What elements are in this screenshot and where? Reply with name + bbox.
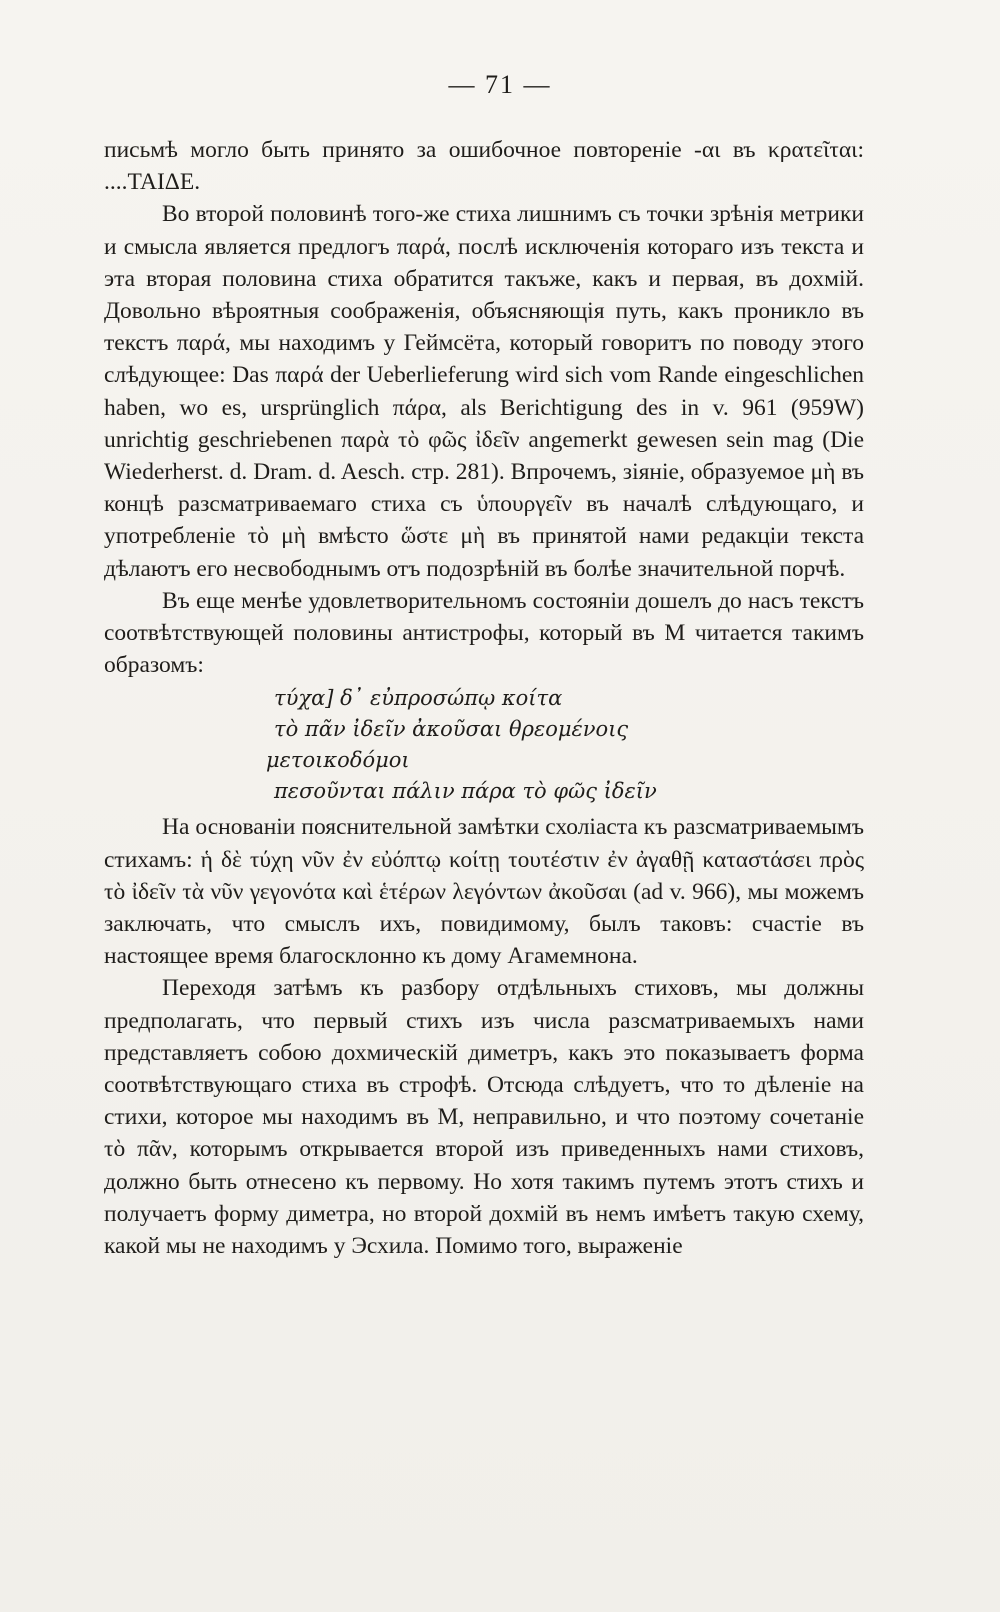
verse-line: μετοικοδόμοι bbox=[266, 748, 410, 773]
paragraph: Во второй половинѣ того-же стиха лишнимъ съ точки зрѣнія метрики и смысла является предлогъ παρά, послѣ исключенія котораго изъ текста и эта вторая половина стиха обратится такъже, какъ и первая, въ дохмій. Довольно вѣроятныя соображенія, объясняющія путь, какъ проникло въ текстъ παρά, мы находимъ у Геймсёта, который говоритъ по поводу этого слѣдующее: Das παρά der Ueberlieferung wird sich vom Rande eingeschlichen haben, wo es, ursprünglich πάρα, als Berichtigung des in v. 961 (959W) unrichtig geschriebenen παρὰ τὸ φῶς ἰδεῖν angemerkt gewesen sein mag (Die Wiederherst. d. Dram. d. Aesch. стр. 281). Впрочемъ, зіяніе, образуемое μὴ въ концѣ разсматриваемаго стиха съ ὑπουργεῖν въ началѣ слѣдующаго, и употребленіе τὸ μὴ вмѣсто ὥστε μὴ въ принятой нами редакціи текста дѣлаютъ его несвободнымъ отъ подозрѣній въ болѣе значительной порчѣ. bbox=[104, 201, 864, 582]
paragraph: Въ еще менѣе удовлетворительномъ состояніи дошелъ до насъ текстъ соотвѣтствующей половины антистрофы, который въ М читается такимъ образомъ: bbox=[104, 587, 864, 679]
paragraph: Переходя затѣмъ къ разбору отдѣльныхъ стиховъ, мы должны предполагать, что первый стихъ изъ числа разсматриваемыхъ нами представляетъ собою дохмическій диметръ, какъ это показываетъ форма соотвѣтствующаго стиха въ строфѣ. Отсюда слѣдуетъ, что то дѣленіе на стихи, которое мы находимъ въ М, неправильно, и что поэтому сочетаніе τὸ πᾶν, которымъ открывается второй изъ приведенныхъ нами стиховъ, должно быть отнесено къ первому. Но хотя такимъ путемъ этотъ стихъ и получаетъ форму диметра, но второй дохмій въ немъ имѣетъ такую схему, какой мы не находимъ у Эсхила. Помимо того, выраженіе bbox=[104, 975, 864, 1260]
verse-line: τύχα] δ᾽ εὐπροσώπῳ κοίτα bbox=[274, 686, 563, 711]
paragraph-continuation: письмѣ могло быть принято за ошибочное повтореніе -αι въ κρατεῖται: ....ΤΑΙΔΕ. bbox=[104, 137, 864, 196]
paragraph: На основаніи пояснительной замѣтки схоліаста къ разсматриваемымъ стихамъ: ἡ δὲ τύχη νῦν ἐν εὐόπτῳ κοίτῃ τουτέστιν ἐν ἀγαθῇ καταστάσει πρὸς τὸ ἰδεῖν τὰ νῦν γεγονότα καὶ ἑτέρων λεγόντων ἀκοῦσαι (ad v. 966), мы можемъ заключать, что смыслъ ихъ, повидимому, былъ таковъ: счастіе въ настоящее время благосклонно къ дому Агамемнона. bbox=[104, 814, 864, 970]
greek-verse-quote bbox=[266, 683, 864, 807]
body-text bbox=[104, 134, 864, 1262]
verse-line: πεσοῦνται πάλιν πάρα τὸ φῶς ἰδεῖν bbox=[274, 779, 657, 804]
page-number: — 71 — bbox=[448, 70, 552, 99]
verse-line: τὸ πᾶν ἰδεῖν ἀκοῦσαι θρεομένοις bbox=[274, 717, 629, 742]
